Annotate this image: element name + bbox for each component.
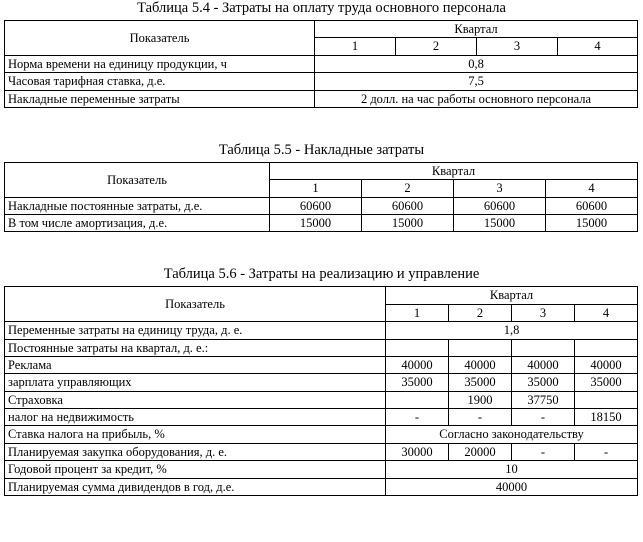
row-span-value: 2 долл. на час работы основного персонала [315, 90, 638, 107]
row-value: 30000 [386, 443, 449, 460]
table-caption-5-6: Таблица 5.6 - Затраты на реализацию и управление [163, 266, 480, 283]
row-value [386, 391, 449, 408]
row-value [575, 339, 638, 356]
row-value: 18150 [575, 409, 638, 426]
row-span-value: Согласно законодательству [386, 426, 638, 443]
row-value: 35000 [386, 374, 449, 391]
table-5-4 [4, 20, 638, 108]
table-block-5-5 [0, 142, 643, 233]
header-quarter-4: 4 [575, 304, 638, 321]
table-row [5, 197, 638, 214]
row-value: 60600 [546, 197, 638, 214]
row-value [512, 339, 575, 356]
row-label: Годовой процент за кредит, % [5, 461, 386, 478]
row-label: Планируемая закупка оборудования, д. е. [5, 443, 386, 460]
table-block-5-4 [0, 0, 643, 108]
row-span-value: 1,8 [386, 322, 638, 339]
row-value: 60600 [362, 197, 454, 214]
row-value: 15000 [454, 215, 546, 232]
table-row [5, 409, 638, 426]
header-quarter-3: 3 [512, 304, 575, 321]
row-label: Страховка [5, 391, 386, 408]
spacer [0, 232, 643, 266]
table-row [5, 73, 638, 90]
header-quarter-2: 2 [362, 180, 454, 197]
row-label: Планируемая сумма дивидендов в год, д.е. [5, 478, 386, 495]
row-value: 15000 [546, 215, 638, 232]
header-quarter-3: 3 [454, 180, 546, 197]
row-value: 40000 [512, 356, 575, 373]
row-span-value: 7,5 [315, 73, 638, 90]
table-row [5, 55, 638, 72]
row-span-value: 40000 [386, 478, 638, 495]
row-value: 35000 [449, 374, 512, 391]
row-value: 40000 [449, 356, 512, 373]
table-block-5-6 [0, 266, 643, 496]
table-caption-5-5: Таблица 5.5 - Накладные затраты [218, 141, 425, 158]
table-row [5, 374, 638, 391]
row-label: зарплата управляющих [5, 374, 386, 391]
table-row [5, 461, 638, 478]
row-value: - [386, 409, 449, 426]
table-row [5, 356, 638, 373]
row-value: 40000 [386, 356, 449, 373]
row-label: Накладные постоянные затраты, д.е. [5, 197, 270, 214]
header-quarter-2: 2 [449, 304, 512, 321]
row-value: 20000 [449, 443, 512, 460]
table-row [5, 443, 638, 460]
row-value: 35000 [512, 374, 575, 391]
row-span-value: 10 [386, 461, 638, 478]
header-quarter-4: 4 [558, 38, 638, 55]
row-label: Реклама [5, 356, 386, 373]
header-quarter-1: 1 [270, 180, 362, 197]
table-header-row [5, 162, 638, 179]
header-quarter-group: Квартал [270, 162, 638, 179]
row-value: 15000 [362, 215, 454, 232]
row-value: 37750 [512, 391, 575, 408]
table-row [5, 215, 638, 232]
table-row [5, 90, 638, 107]
row-value: - [449, 409, 512, 426]
header-quarter-3: 3 [477, 38, 558, 55]
row-value: - [575, 443, 638, 460]
header-quarter-1: 1 [315, 38, 396, 55]
row-label: Часовая тарифная ставка, д.е. [5, 73, 315, 90]
row-value [386, 339, 449, 356]
table-caption-5-4: Таблица 5.4 - Затраты на оплату труда основного персонала [137, 0, 506, 16]
table-row [5, 478, 638, 495]
row-label: Постоянные затраты на квартал, д. е.: [5, 339, 386, 356]
row-value: 60600 [270, 197, 362, 214]
header-parameter: Показатель [5, 162, 270, 197]
row-value: - [512, 443, 575, 460]
header-quarter-4: 4 [546, 180, 638, 197]
row-span-value: 0,8 [315, 55, 638, 72]
row-label: налог на недвижимость [5, 409, 386, 426]
row-value: 1900 [449, 391, 512, 408]
header-quarter-1: 1 [386, 304, 449, 321]
table-row [5, 391, 638, 408]
spacer [0, 108, 643, 142]
header-quarter-group: Квартал [386, 287, 638, 304]
row-value: 35000 [575, 374, 638, 391]
header-quarter-2: 2 [396, 38, 477, 55]
row-label: Норма времени на единицу продукции, ч [5, 55, 315, 72]
table-row [5, 426, 638, 443]
table-row [5, 322, 638, 339]
row-value [449, 339, 512, 356]
row-value: - [512, 409, 575, 426]
row-value: 40000 [575, 356, 638, 373]
header-parameter: Показатель [5, 287, 386, 322]
row-value: 15000 [270, 215, 362, 232]
row-label: В том числе амортизация, д.е. [5, 215, 270, 232]
table-5-6 [4, 286, 638, 496]
header-parameter: Показатель [5, 21, 315, 56]
table-5-5 [4, 162, 638, 233]
table-row [5, 339, 638, 356]
row-label: Накладные переменные затраты [5, 90, 315, 107]
table-header-row [5, 21, 638, 38]
row-label: Переменные затраты на единицу труда, д. е. [5, 322, 386, 339]
row-value [575, 391, 638, 408]
header-quarter-group: Квартал [315, 21, 638, 38]
row-value: 60600 [454, 197, 546, 214]
table-header-row [5, 287, 638, 304]
row-label: Ставка налога на прибыль, % [5, 426, 386, 443]
